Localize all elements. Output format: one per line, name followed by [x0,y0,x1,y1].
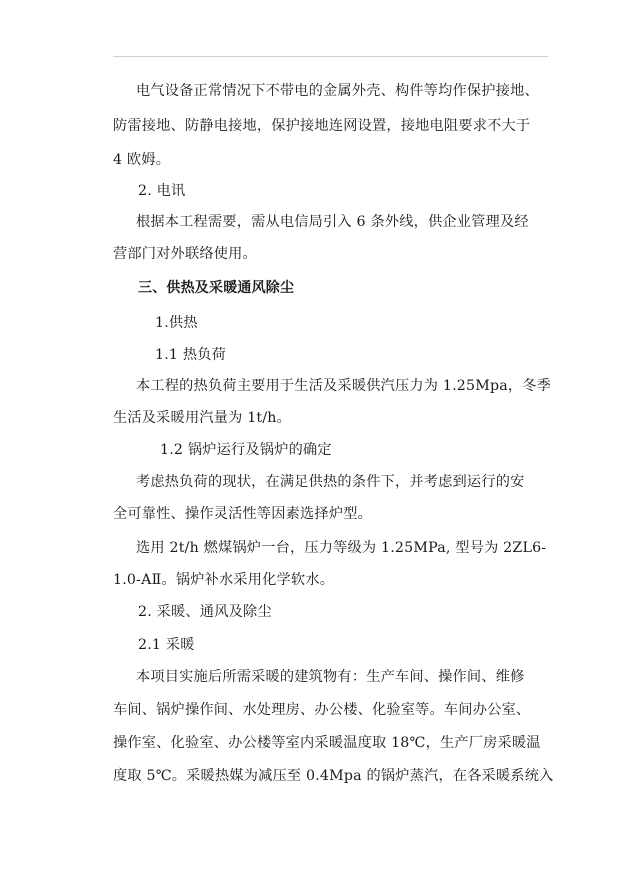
paragraph-line: 本项目实施后所需采暖的建筑物有：生产车间、操作间、维修 [136,669,525,685]
paragraph-line: 4 欧姆。 [113,152,171,168]
subsection-heading-heat-load: 1.1 热负荷 [155,347,227,363]
chapter-heading: 三、供热及采暖通风除尘 [138,280,295,296]
paragraph-line: 电气设备正常情况下不带电的金属外壳、构件等均作保护接地、 [136,83,539,99]
subsection-heading-space-heating: 2.1 采暖 [138,637,195,653]
paragraph-line: 车间、锅炉操作间、水处理房、办公楼、化验室等。车间办公室、 [113,702,531,718]
section-heading-heating: 1.供热 [155,315,198,331]
paragraph-line: 操作室、化验室、办公楼等室内采暖温度取 18℃，生产厂房采暖温 [113,735,541,751]
paragraph-line: 防雷接地、防静电接地，保护接地连网设置，接地电阻要求不大于 [113,118,531,134]
section-heading-telecom: 2. 电讯 [138,183,186,199]
section-heading-hvac: 2. 采暖、通风及除尘 [138,604,272,620]
paragraph-line: 生活及采暖用汽量为 1t/h。 [113,410,292,426]
paragraph-line: 本工程的热负荷主要用于生活及采暖供汽压力为 1.25Mpa，冬季 [136,378,552,394]
paragraph-line: 1.0-AⅡ。锅炉补水采用化学软水。 [113,572,335,588]
paragraph-line: 度取 5℃。采暖热媒为减压至 0.4Mpa 的锅炉蒸汽，在各采暖系统入 [113,768,554,784]
paragraph-line: 全可靠性、操作灵活性等因素选择炉型。 [113,506,372,522]
page-top-rule [113,56,548,57]
paragraph-line: 营部门对外联络使用。 [113,246,257,262]
subsection-heading-boiler: 1.2 锅炉运行及锅炉的确定 [160,442,332,458]
paragraph-line: 考虑热负荷的现状，在满足供热的条件下，并考虑到运行的安 [136,474,525,490]
paragraph-line: 根据本工程需要，需从电信局引入 6 条外线，供企业管理及经 [136,214,529,230]
paragraph-line: 选用 2t/h 燃煤锅炉一台，压力等级为 1.25MPa, 型号为 2ZL6- [136,540,547,556]
